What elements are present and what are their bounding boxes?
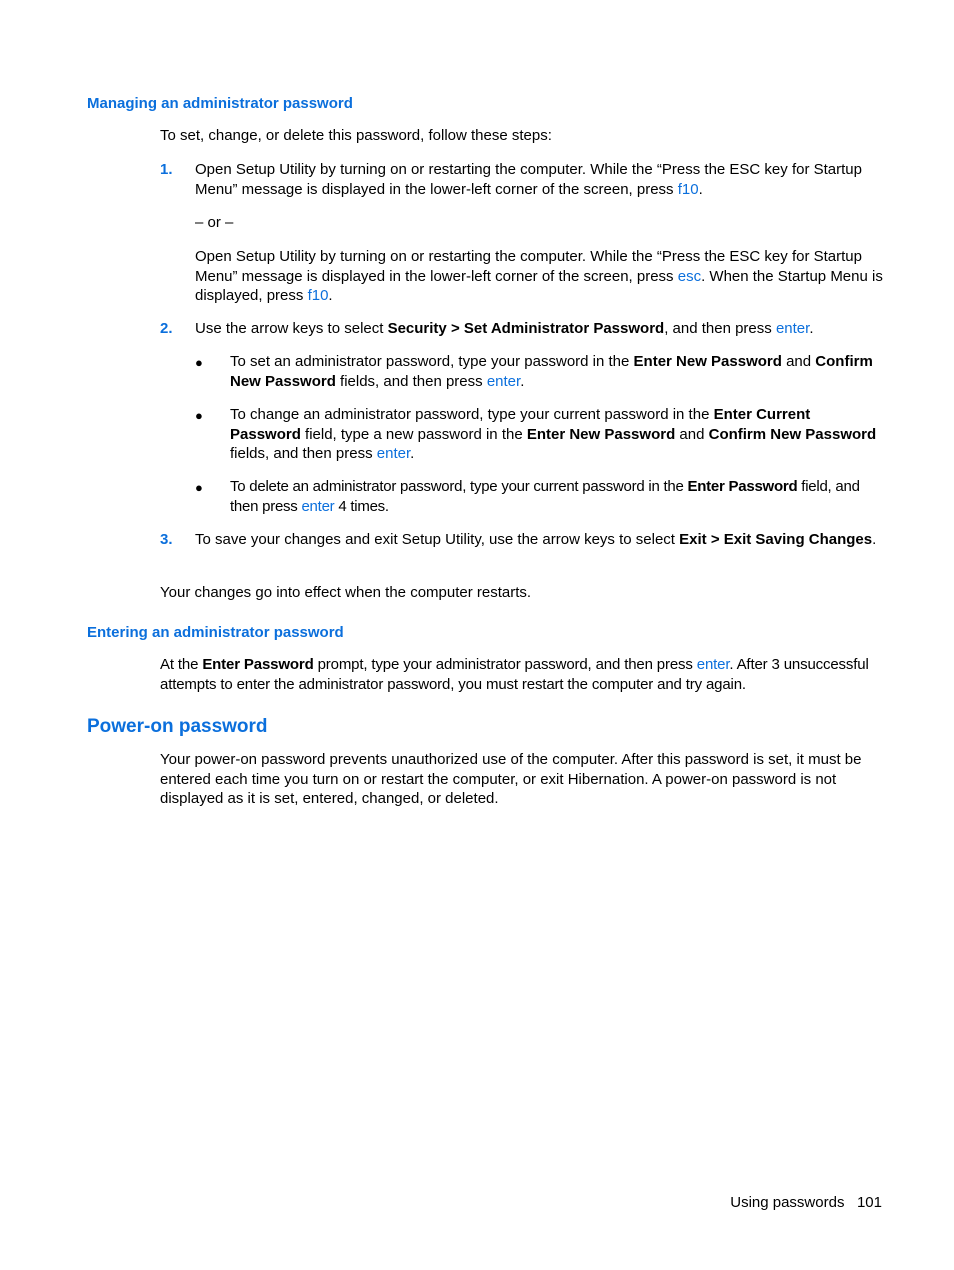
field-confirm-new-password: Confirm New Password <box>708 425 877 443</box>
step-1-or: – or – <box>195 214 234 231</box>
heading-entering-admin-password: Entering an administrator password <box>87 624 344 641</box>
field-enter-new-password: Enter New Password <box>633 353 782 370</box>
key-f10: f10 <box>307 287 329 304</box>
entering-pre: At the <box>160 656 203 673</box>
step-3-pre: To save your changes and exit Setup Utility, use the arrow keys to select <box>195 531 680 548</box>
step-3-number: 3. <box>160 531 173 548</box>
bullet-text: . <box>410 445 415 462</box>
step-2-text <box>195 319 885 339</box>
field-enter-password: Enter Password <box>687 478 798 495</box>
bullet-text: To set an administrator password, type your password in the <box>230 353 634 370</box>
bullet-icon: ● <box>195 480 203 495</box>
key-esc: esc <box>677 267 702 285</box>
key-enter: enter <box>376 445 411 462</box>
step-1b-mid: . When the Startup Menu is displayed, press <box>195 267 883 304</box>
entering-paragraph <box>160 655 885 694</box>
bullet-delete-password <box>230 477 885 516</box>
step-1-text-b <box>195 247 885 306</box>
bullet-change-password <box>230 405 885 464</box>
bullet-text: and <box>675 425 709 443</box>
step-2-pre: Use the arrow keys to select <box>195 320 388 337</box>
step-1-number: 1. <box>160 161 173 178</box>
heading-managing-admin-password: Managing an administrator password <box>87 95 353 112</box>
step-2-number: 2. <box>160 320 173 337</box>
field-enter-new-password: Enter New Password <box>526 425 676 443</box>
key-enter: enter <box>696 656 730 673</box>
footer-section-title: Using passwords <box>730 1194 845 1211</box>
step-3-text <box>195 530 885 550</box>
field-confirm-new-password: Confirm New Password <box>230 353 873 390</box>
bullet-icon: ● <box>195 408 203 423</box>
power-on-paragraph: Your power-on password prevents unauthorized use of the computer. After this password is set, it must be entered each time you turn on or restart the computer, or exit Hibernation. A power-on password is not displayed as it is set, entered, changed, or deleted. <box>160 751 862 807</box>
step-2-mid: , and then press <box>664 320 776 337</box>
bullet-text: . <box>520 372 525 390</box>
key-enter: enter <box>301 497 335 515</box>
bullet-text: and <box>781 353 816 370</box>
bullet-icon: ● <box>195 355 203 370</box>
heading-power-on-password: Power-on password <box>87 716 268 737</box>
step-1a-end: . <box>698 180 703 198</box>
bullet-text: fields, and then press <box>335 372 487 390</box>
step-1-text-a <box>195 160 885 199</box>
footer-page-number: 101 <box>856 1194 882 1211</box>
key-f10: f10 <box>677 180 699 198</box>
key-enter: enter <box>775 320 810 337</box>
entering-end: . After 3 unsuccessful attempts to enter the administrator password, you must restart the computer and try again. <box>160 656 869 693</box>
bullet-set-password <box>230 352 885 391</box>
entering-mid: prompt, type your administrator password, and then press <box>313 656 697 673</box>
bullet-text: 4 times. <box>334 497 389 515</box>
prompt-enter-password: Enter Password <box>202 656 314 673</box>
field-enter-current-password: Enter Current Password <box>230 406 811 443</box>
bullet-text: field, type a new password in the <box>300 425 527 443</box>
effect-paragraph: Your changes go into effect when the computer restarts. <box>160 584 532 601</box>
step-1b-text: Open Setup Utility by turning on or restarting the computer. While the “Press the ESC key for Startup Menu” message is displayed in the lower-left corner of the screen, press <box>195 248 862 285</box>
page-footer <box>730 1193 882 1213</box>
step-3-end: . <box>872 531 877 548</box>
menu-path-exit: Exit > Exit Saving Changes <box>679 531 873 548</box>
bullet-text: To change an administrator password, type your current password in the <box>230 406 714 423</box>
intro-paragraph: To set, change, or delete this password, follow these steps: <box>160 127 552 144</box>
step-1a-text: Open Setup Utility by turning on or restarting the computer. While the “Press the ESC key for Startup Menu” message is displayed in the lower-left corner of the screen, press <box>195 161 862 198</box>
step-2-end: . <box>809 320 814 337</box>
step-1b-end: . <box>328 287 333 304</box>
bullet-text: fields, and then press <box>230 445 377 462</box>
bullet-text: field, and then press <box>230 478 860 515</box>
bullet-text: To delete an administrator password, type your current password in the <box>230 478 688 495</box>
menu-path-security: Security > Set Administrator Password <box>387 320 665 337</box>
key-enter: enter <box>486 372 521 390</box>
